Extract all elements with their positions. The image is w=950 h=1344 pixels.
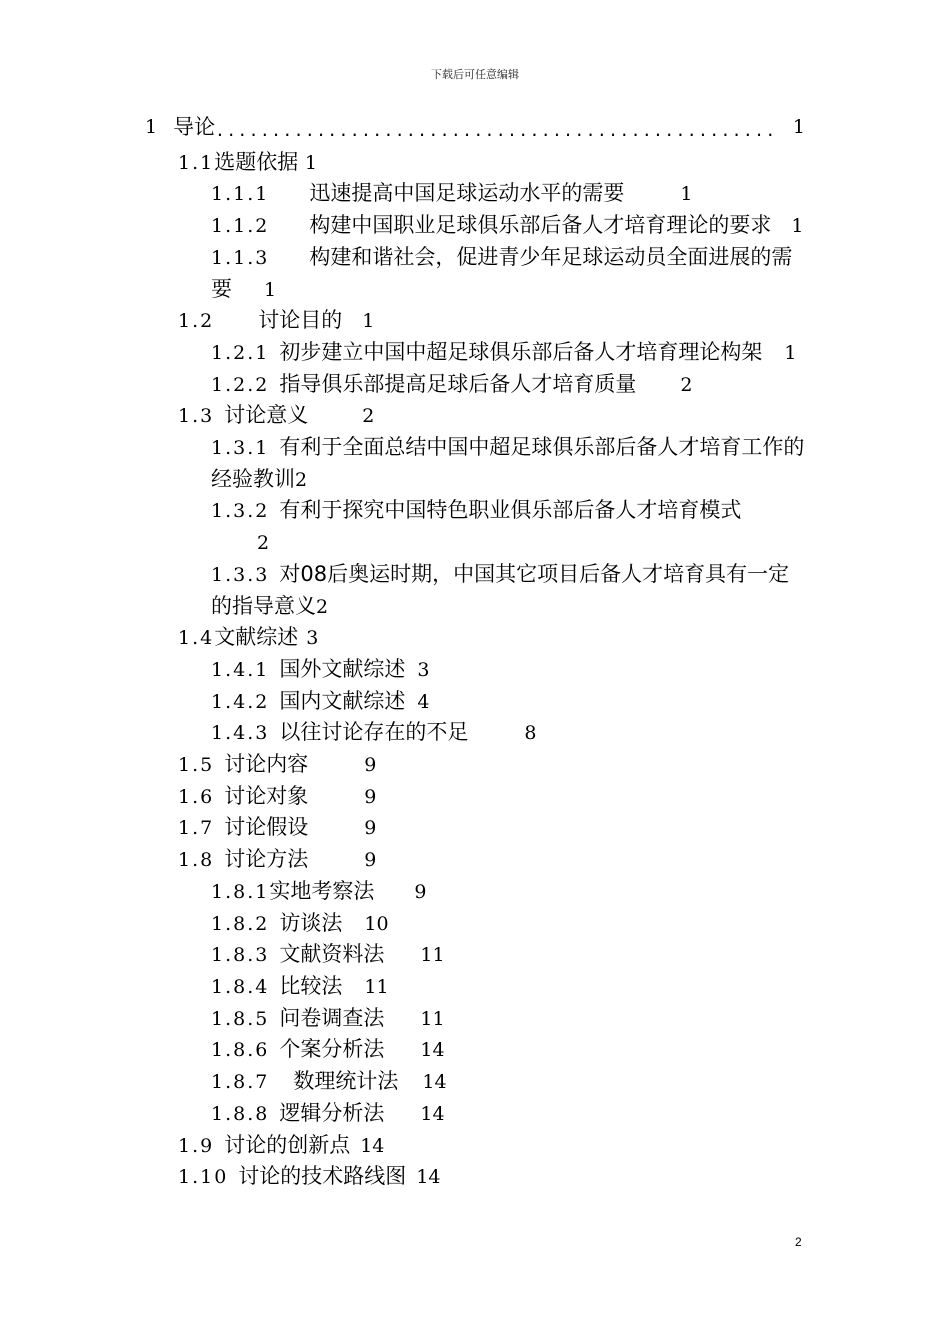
toc-title: 比较法 [279,973,343,998]
toc-page: 1 [264,278,277,301]
toc-entry-1-3-3[interactable] [0,559,805,622]
toc-page: 14 [420,1039,445,1062]
toc-page: 11 [364,975,389,998]
toc-entry-1-4[interactable] [0,622,950,654]
toc-entry-1-4-1[interactable] [0,654,950,686]
toc-entry-1-8-5[interactable] [0,1003,950,1035]
toc-page: 9 [364,785,377,808]
toc-title: 数理统计法 [293,1069,399,1094]
toc-entry-1-7[interactable] [0,812,950,844]
toc-number: 1.1 [178,151,215,174]
toc-number: 1.1.1 [211,183,270,206]
toc-title: 迅速提高中国足球运动水平的需要 [309,181,625,206]
toc-page: 11 [420,944,445,967]
toc-page: 9 [414,880,427,903]
toc-page: 2 [295,468,308,491]
toc-entry-1-3-1[interactable] [0,432,805,495]
toc-entry-1-5[interactable] [0,749,950,781]
toc-entry-1-2-2[interactable] [0,369,950,401]
toc-title: 个案分析法 [279,1037,385,1062]
toc-number: 1.1.2 [211,215,270,238]
toc-page: 1 [362,310,375,333]
toc-number: 1.10 [178,1166,229,1189]
toc-entry-1-8-1[interactable] [0,876,950,908]
page-number: 2 [795,1235,802,1249]
toc-title: 文献综述 [214,625,299,650]
toc-page: 3 [306,627,319,650]
toc-title: 构建中国职业足球俱乐部后备人才培育理论的要求 [309,213,772,238]
toc-entry-1-8[interactable] [0,844,950,876]
toc-title: 国内文献综述 [279,688,406,713]
toc-number: 1.8.7 [211,1071,270,1094]
toc-entry-1-3-2[interactable] [0,495,805,558]
toc-entry-1-6[interactable] [0,781,950,813]
toc-title: 选题依据 [214,149,299,174]
toc-entry-1-8-7[interactable] [0,1066,950,1098]
toc-title: 有利于探究中国特色职业俱乐部后备人才培育模式 [279,498,742,523]
toc-entry-1-9[interactable] [0,1130,950,1162]
toc-number: 1.9 [178,1134,215,1157]
toc-page: 2 [257,532,270,555]
toc-page: 2 [316,595,329,618]
toc-title: 初步建立中国中超足球俱乐部后备人才培育理论构架 [279,339,763,364]
toc-title: 逻辑分析法 [279,1100,385,1125]
toc-title: 指导俱乐部提高足球后备人才培育质量 [279,371,637,396]
toc-number: 1.4.2 [211,690,270,713]
toc-title: 讨论意义 [224,403,309,428]
toc-number: 1.4.3 [211,722,270,745]
toc-entry-1-10[interactable] [0,1161,950,1193]
toc-title: 讨论的创新点 [224,1132,351,1157]
toc-page: 11 [420,1007,445,1030]
toc-title: 实地考察法 [269,878,375,903]
toc-page: 14 [420,1102,445,1125]
toc-title: 访谈法 [279,910,343,935]
toc-page: 1 [304,151,317,174]
toc-number: 1.4 [178,627,215,650]
toc-title: 对08后奥运时期，中国其它项目后备人才培育具有一定的指导意义 [211,561,790,618]
toc-entry-1-3[interactable] [0,400,950,432]
toc-number: 1.8.3 [211,944,270,967]
toc-page: 1 [791,215,804,238]
toc-entry-1-1-3[interactable] [0,242,805,305]
toc-entry-1-4-3[interactable] [0,717,950,749]
toc-entry-1-8-6[interactable] [0,1034,950,1066]
toc-number: 1.8.6 [211,1039,270,1062]
toc-entry-1-8-4[interactable] [0,971,950,1003]
toc-title: 有利于全面总结中国中超足球俱乐部后备人才培育工作的经验教训 [211,435,805,491]
toc-title: 讨论假设 [224,815,309,840]
toc-page: 1 [784,341,797,364]
toc-title: 讨论内容 [224,752,309,777]
toc-entry-1-1[interactable] [0,147,950,179]
toc-number: 1.2.2 [211,373,270,396]
toc-number: 1.2.1 [211,341,270,364]
toc-number: 1.3 [178,405,215,428]
toc-page: 8 [524,722,537,745]
toc-entry-1-2[interactable] [0,305,950,337]
toc-page: 10 [364,912,389,935]
toc-number: 1 [145,116,160,138]
toc-title: 导论 [173,115,216,139]
toc-number: 1.8 [178,849,215,872]
toc-entry-1-8-3[interactable] [0,939,950,971]
toc-page: 1 [680,183,693,206]
toc-page: 2 [362,405,375,428]
toc-number: 1.4.1 [211,658,270,681]
toc-leader-dots: .................................................. [215,121,777,140]
toc-number: 1.3.2 [211,500,270,523]
toc-title: 讨论目的 [258,308,343,333]
toc-number: 1.5 [178,754,215,777]
toc-number: 1.3.3 [211,563,270,586]
toc-page: 9 [364,849,377,872]
toc-title: 以往讨论存在的不足 [279,720,469,745]
toc-title: 讨论方法 [224,847,309,872]
toc-page: 2 [680,373,693,396]
toc-title: 构建和谐社会，促进青少年足球运动员全面进展的需要 [211,244,793,301]
toc-entry-1-2-1[interactable] [0,337,805,369]
toc-number: 1.8.5 [211,1007,270,1030]
toc-number: 1.6 [178,785,215,808]
toc-page: 14 [422,1071,447,1094]
toc-entry-1-8-2[interactable] [0,908,950,940]
toc-title: 讨论的技术路线图 [238,1164,407,1189]
toc-title: 国外文献综述 [279,656,406,681]
toc-page: 14 [416,1166,441,1189]
toc-entry-1-8-8[interactable] [0,1098,950,1130]
page-header: 下载后可任意编辑 [431,68,519,81]
toc-entry-1[interactable] [0,112,805,147]
toc-number: 1.8.4 [211,975,270,998]
toc-number: 1.8.2 [211,912,270,935]
toc-number: 1.2 [178,310,215,333]
toc-number: 1.1.3 [211,246,270,269]
toc-entry-1-1-1[interactable] [0,178,950,210]
toc-number: 1.7 [178,817,215,840]
toc-page: 9 [364,817,377,840]
toc-title: 文献资料法 [279,942,385,967]
table-of-contents [0,112,950,1193]
toc-page: 14 [360,1134,385,1157]
toc-entry-1-4-2[interactable] [0,686,950,718]
toc-page: 3 [417,658,430,681]
toc-page: 1 [792,116,805,138]
toc-entry-1-1-2[interactable] [0,210,805,242]
toc-number: 1.8.1 [211,880,270,903]
toc-page: 9 [364,754,377,777]
toc-number: 1.8.8 [211,1102,270,1125]
toc-page: 4 [417,690,430,713]
toc-number: 1.3.1 [211,437,270,460]
toc-title: 讨论对象 [224,783,309,808]
toc-title: 问卷调查法 [279,1005,385,1030]
